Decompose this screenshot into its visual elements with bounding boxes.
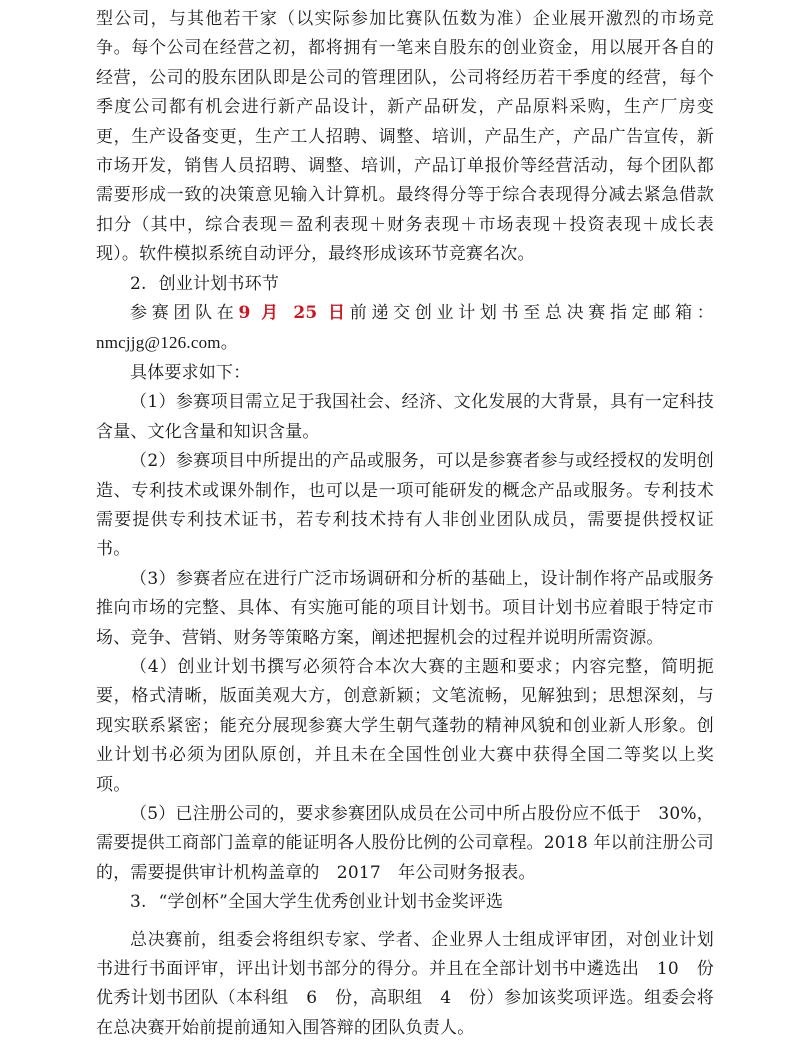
requirement-item-2: （2）参赛项目中所提出的产品或服务，可以是参赛者参与或经授权的发明创造、专利技术或课外制作，也可以是一项可能研发的概念产品或服务。专利技术需要提供专利技术证书，若专利技术持有人非创业团队成员，需要提供授权证书。 <box>96 451 714 560</box>
requirement-item-1: （1）参赛项目需立足于我国社会、经济、文化发展的大背景，具有一定科技含量、文化含量和知识含量。 <box>96 392 714 442</box>
section-3-paragraph: 总决赛前，组委会将组织专家、学者、企业界人士组成评审团，对创业计划书进行书面评审，评出计划书部分的得分。并且在全部计划书中遴选出 10 份优秀计划书团队（本科组 6 份，高职组 4 份）参加该奖项评选。组委会将在总决赛开始前提前通知入围答辩的团队负责人。 <box>96 929 714 1038</box>
requirement-item-4: （4）创业计划书撰写必须符合本次大赛的主题和要求；内容完整，简明扼要，格式清晰，版面美观大方，创意新颖；文笔流畅，见解独到；思想深刻，与现实联系紧密；能充分展现参赛大学生朝气蓬勃的精神风貌和创业新人形象。创业计划书必须为团队原创，并且未在全国性创业大赛中获得全国二等奖以上奖项。 <box>96 656 714 795</box>
submit-deadline-line <box>96 299 714 359</box>
requirements-intro: 具体要求如下： <box>130 362 251 383</box>
deadline-date: 9 月 25 日 <box>238 303 350 324</box>
section-2-title: 创业计划书环节 <box>158 273 280 294</box>
intro-paragraph: 型公司，与其他若干家（以实际参加比赛队伍数为准）企业展开激烈的市场竞争。每个公司在经营之初，都将拥有一笔来自股东的创业资金，用以展开各自的经营，公司的股东团队即是公司的管理团队，公司将经历若干季度的经营，每个季度公司都有机会进行新产品设计，新产品研发，产品原料采购，生产厂房变更，生产设备变更，生产工人招聘、调整、培训，产品生产，产品广告宣传，新市场开发，销售人员招聘、调整、培训，产品订单报价等经营活动，每个团队都需要形成一致的决策意见输入计算机。最终得分等于综合表现得分减去紧急借款扣分（其中，综合表现＝盈利表现＋财务表现＋市场表现＋投资表现＋成长表现）。软件模拟系统自动评分，最终形成该环节竞赛名次。 <box>96 9 714 265</box>
section-3-title: “学创杯”全国大学生优秀创业计划书金奖评选 <box>158 892 504 913</box>
submit-suffix: 前递交创业计划书至总决赛指定邮箱： <box>349 303 714 324</box>
requirement-item-3: （3）参赛者应在进行广泛市场调研和分析的基础上，设计制作将产品或服务推向市场的完整、具体、有实施可能的项目计划书。项目计划书应着眼于特定市场、竞争、营销、财务等策略方案，阐述把握机会的过程并说明所需资源。 <box>96 568 714 648</box>
section-2-heading <box>96 270 714 299</box>
document-page <box>96 5 714 1043</box>
requirement-item-5: （5）已注册公司的，要求参赛团队成员在公司中所占股份应不低于 30%，需要提供工商部门盖章的能证明各人股份比例的公司章程。2018 年以前注册公司的，需要提供审计机构盖章的 2017 年公司财务报表。 <box>96 803 714 883</box>
submit-end: 。 <box>220 333 238 354</box>
section-3-heading <box>96 888 714 917</box>
section-2-number: 2. <box>130 273 147 294</box>
submit-prefix: 参赛团队在 <box>130 303 239 324</box>
submission-email: nmcjjg@126.com <box>96 333 221 353</box>
section-3-number: 3. <box>130 892 147 913</box>
